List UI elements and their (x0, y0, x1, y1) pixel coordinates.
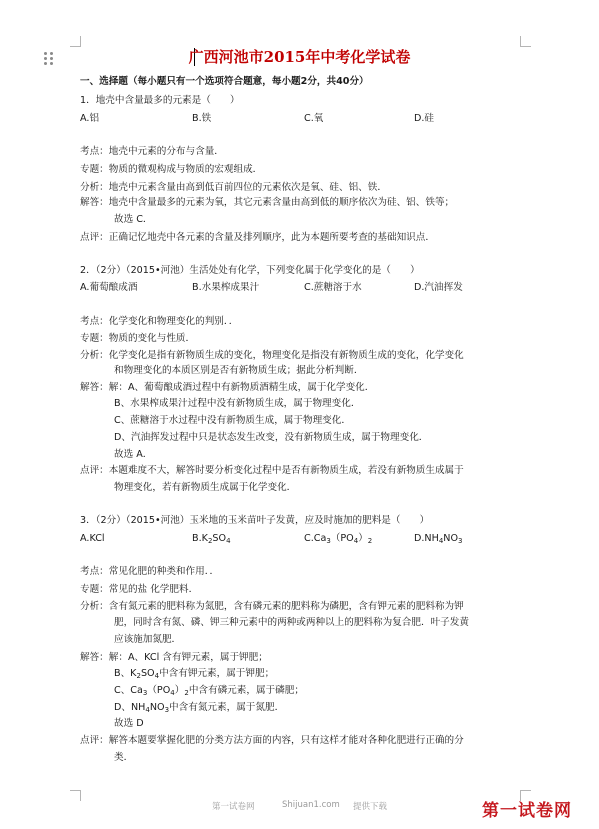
q3-option-a: A.KCl (80, 533, 105, 544)
q1-option-a: A.铝 (80, 113, 100, 124)
q3-fenxi-cont: 肥，同时含有氮、磷、钾三种元素中的两种或两种以上的肥料称为复合肥．叶子发黄 (114, 617, 469, 628)
q3-dianping: 点评：解答本题要掌握化肥的分类方法方面的内容，只有这样才能对各种化肥进行正确的分 (80, 735, 464, 746)
q1-zhuanti: 专题：物质的微观构成与物质的宏观组成． (80, 164, 263, 175)
q2-jieda-c: C、蔗糖溶于水过程中没有新物质生成，属于物理变化． (114, 415, 351, 426)
q2-jieda: 解答：解：A、葡萄酿成酒过程中有新物质酒精生成，属于化学变化． (80, 382, 375, 393)
q2-zhuanti: 专题：物质的变化与性质． (80, 333, 196, 344)
q3-jieda-b: B、$K_2SO_4$中含有钾元素，属于钾肥； (114, 668, 275, 680)
q1-option-c: C.氧 (304, 113, 324, 124)
q3-option-b: $B.K_2SO_4$ (192, 533, 231, 545)
q3-option-d: $D.NH_4NO_3$ (414, 533, 463, 545)
site-logo: 第一试卷网 (482, 801, 572, 821)
footer-note: 提供下载 (353, 802, 388, 812)
q1-answer: 故选 C． (114, 214, 153, 225)
q2-fenxi-cont: 和物理变化的本质区别是否有新物质生成；据此分析判断． (114, 365, 364, 376)
q1-jieda: 解答：地壳中含量最多的元素为氧，其它元素含量由高到低的顺序依次为硅、铝、铁等； (80, 197, 455, 208)
q2-fenxi: 分析：化学变化是指有新物质生成的变化，物理变化是指没有新物质生成的变化，化学变化 (80, 350, 464, 361)
q1-option-d: D.硅 (414, 113, 435, 124)
q3-jieda-c: C、$Ca_3(PO_4)_2$中含有磷元素，属于磷肥； (114, 685, 304, 697)
q3-dianping-cont: 类． (114, 752, 134, 763)
q2-option-d: D.汽油挥发 (414, 282, 463, 293)
question-2-stem: 2．（2分）（2015•河池）生活处处有化学，下列变化属于化学变化的是（ ） (80, 265, 420, 276)
q2-dianping-cont: 物理变化，若有新物质生成属于化学变化． (114, 482, 297, 493)
q1-option-b: B.铁 (192, 113, 212, 124)
q1-kaodian: 考点：地壳中元素的分布与含量． (80, 146, 224, 157)
q2-option-b: B.水果榨成果汁 (192, 282, 260, 293)
question-3-stem: 3．（2分）（2015•河池）玉米地的玉米苗叶子发黄，应及时施加的肥料是（ ） (80, 515, 430, 526)
q2-kaodian: 考点：化学变化和物理变化的判别．． (80, 316, 239, 327)
q3-jieda: 解答：解：A、KCl 含有钾元素，属于钾肥； (80, 652, 268, 663)
q2-option-a: A.葡萄酿成酒 (80, 282, 138, 293)
q3-answer: 故选 D (114, 718, 144, 729)
page-title: 广西河池市2015年中考化学试卷 (188, 48, 411, 66)
page-corner-marker (70, 790, 81, 801)
q2-jieda-d: D、汽油挥发过程中只是状态发生改变，没有新物质生成，属于物理变化． (114, 432, 429, 443)
footer-url: Shijuan1.com (282, 800, 340, 810)
q3-zhuanti: 专题：常见的盐 化学肥料． (80, 584, 199, 595)
q3-fenxi: 分析：含有氮元素的肥料称为氮肥，含有磷元素的肥料称为磷肥，含有钾元素的肥料称为钾 (80, 601, 464, 612)
section-heading: 一、选择题（每小题只有一个选项符合题意，每小题2分，共40分） (80, 76, 369, 87)
q1-dianping: 点评：正确记忆地壳中各元素的含量及排列顺序，此为本题所要考查的基础知识点． (80, 232, 435, 243)
question-1-stem: 1．地壳中含量最多的元素是（ ） (80, 95, 240, 106)
q3-fenxi-cont2: 应该施加氮肥． (114, 634, 182, 645)
q2-jieda-b: B、水果榨成果汁过程中没有新物质生成，属于物理变化． (114, 398, 361, 409)
q2-option-c: C.蔗糖溶于水 (304, 282, 362, 293)
q3-jieda-d: D、$NH_4NO_3$中含有氮元素，属于氮肥． (114, 702, 285, 714)
footer-site-name: 第一试卷网 (212, 802, 255, 812)
q3-kaodian: 考点：常见化肥的种类和作用．． (80, 566, 220, 577)
q2-answer: 故选 A． (114, 449, 153, 460)
q3-option-c: $C.Ca_3(PO_4)_2$ (304, 533, 373, 545)
q2-dianping: 点评：本题难度不大，解答时要分析变化过程中是否有新物质生成，若没有新物质生成属于 (80, 465, 464, 476)
q1-fenxi: 分析：地壳中元素含量由高到低百前四位的元素依次是氧、硅、铝、铁． (80, 182, 387, 193)
